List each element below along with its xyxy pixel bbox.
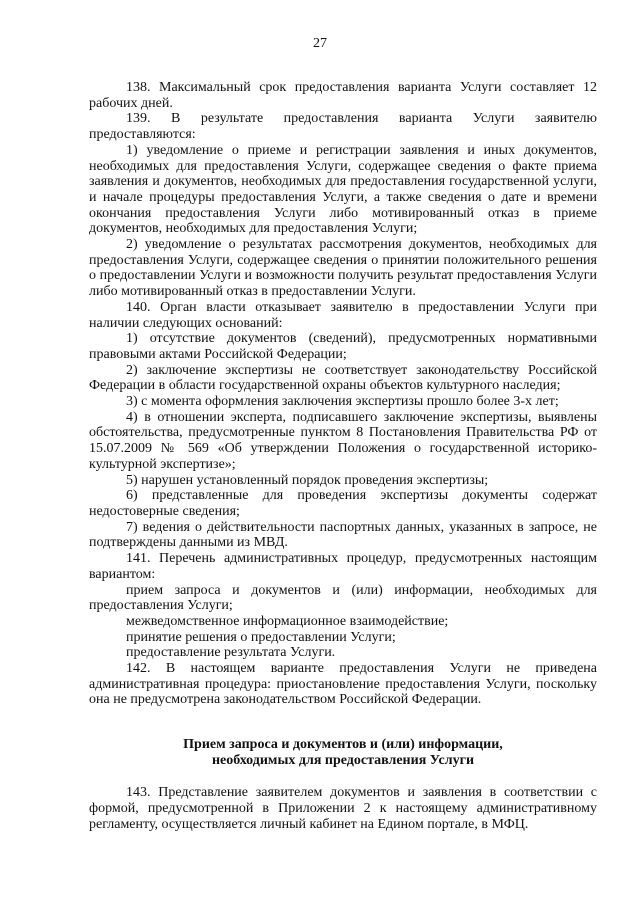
- document-body: [89, 80, 597, 832]
- paragraph-143: 143. Представление заявителем документов и заявления в соответствии с формой, предусмотренной в Приложении 2 к настоящему административному регламенту, осуществляется личный кабинет на Едином портале, в МФЦ.: [89, 785, 597, 832]
- list-item-140-3: 3) с момента оформления заключения экспертизы прошло более 3-х лет;: [126, 394, 559, 410]
- paragraph-141: 141. Перечень административных процедур, предусмотренных настоящим вариантом:: [89, 551, 597, 582]
- paragraph-138: 138. Максимальный срок предоставления варианта Услуги составляет 12 рабочих дней.: [89, 80, 597, 111]
- list-item-141-1: прием запроса и документов и (или) информации, необходимых для предоставления Услуги;: [89, 582, 597, 614]
- page-number: 27: [313, 36, 327, 51]
- list-item-140-1: 1) отсутствие документов (сведений), предусмотренных нормативными правовыми актами Российской Федерации;: [89, 331, 597, 362]
- list-item-141-2: межведомственное информационное взаимодействие;: [126, 613, 449, 629]
- section-heading-line-2: необходимых для предоставления Услуги: [211, 753, 475, 769]
- section-heading: [89, 737, 597, 769]
- section-heading-line-1: Прием запроса и документов и (или) информации,: [183, 737, 503, 753]
- paragraph-139: 139. В результате предоставления варианта Услуги заявителю предоставляются:: [89, 111, 597, 143]
- list-item-139-1: 1) уведомление о приеме и регистрации заявления и иных документов, необходимых для предоставления Услуги, содержащее сведения о факте приема заявления и документов, необходимых для предоставления государственной услуги, и начале процедуры предоставления Услуги, а также сведения о дате и времени окончания предоставления Услуги либо мотивированный отказ в приеме документов, необходимых для предоставления Услуги;: [89, 142, 597, 237]
- paragraph-140: 140. Орган власти отказывает заявителю в предоставлении Услуги при наличии следующих оснований:: [89, 299, 597, 331]
- list-item-140-2: 2) заключение экспертизы не соответствует законодательству Российской Федерации в области государственной охраны объектов культурного наследия;: [89, 362, 597, 394]
- paragraph-142: 142. В настоящем варианте предоставления Услуги не приведена административная процедура: приостановление предоставления Услуги, поскольку она не предусмотрена законодательством Российской Федерации.: [89, 661, 597, 708]
- list-item-140-4: 4) в отношении эксперта, подписавшего заключение экспертизы, выявлены обстоятельства, предусмотренные пунктом 8 Постановления Правительства РФ от 15.07.2009 № 569 «Об утверждении Положения о государственной историко-культурной экспертизе»;: [89, 409, 597, 472]
- list-item-140-6: 6) представленные для проведения экспертизы документы содержат недостоверные сведения;: [89, 488, 597, 519]
- list-item-140-5: 5) нарушен установленный порядок проведения экспертизы;: [126, 472, 489, 488]
- list-item-141-3: принятие решения о предоставлении Услуги;: [126, 629, 396, 645]
- list-item-141-4: предоставление результата Услуги.: [126, 645, 336, 661]
- list-item-139-2: 2) уведомление о результатах рассмотрения документов, необходимых для предоставления Услуги, содержащее сведения о принятии положительного решения о предоставлении Услуги и возможности получить результат предоставления Услуги либо мотивированный отказ в предоставлении Услуги.: [89, 237, 597, 300]
- list-item-140-7: 7) ведения о действительности паспортных данных, указанных в запросе, не подтверждены данными из МВД.: [89, 519, 597, 551]
